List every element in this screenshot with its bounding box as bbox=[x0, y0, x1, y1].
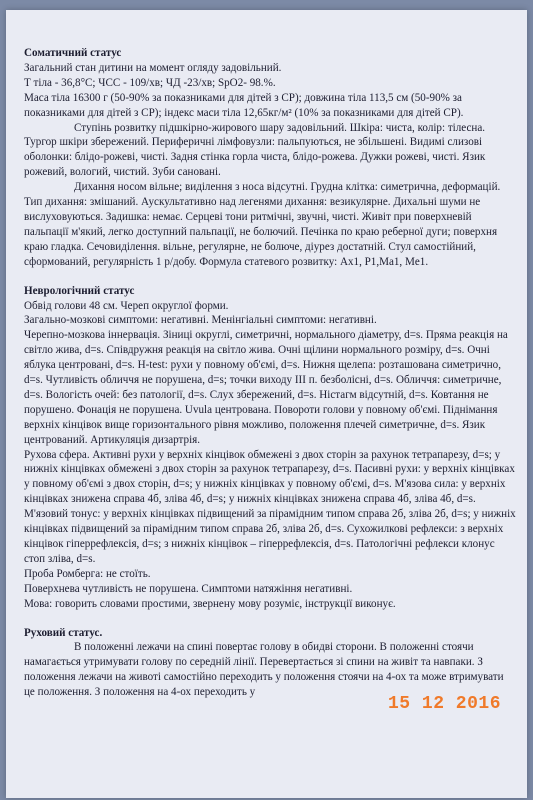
respiratory-abdominal-exam: Дихання носом вільне; виділення з носа відсутні. Грудна клітка: симетрична, деформацій. Тип дихання: змішаний. Аускультативно над легенями дихання: везикулярне. Дихальні шуми не вислуховуються. Задишка: немає. Серцеві тони ритмічні, звучні, чисті. Живіт при поверхневій пальпації м'який, легко доступний пальпації, не болючий. Печінка по краю реберної дуги; поверхня краю гладка. Сечовиділення. вільне, регулярне, не болюче, діурез достатній. Стул самостійний, сформований, регулярність 1 р/добу. Формула статевого розвитку: Ax1, P1,Ma1, Me1. bbox=[24, 181, 501, 268]
section-gap bbox=[24, 270, 517, 284]
date-stamp: 15 12 2016 bbox=[388, 694, 502, 714]
motor-status-title: Руховий статус. bbox=[24, 626, 103, 639]
general-symptoms: Загально-мозкові симптоми: негативні. Менінгіальні симптоми: негативні. bbox=[24, 314, 377, 327]
sensitivity: Поверхнева чутливість не порушена. Симптоми натяжіння негативні. bbox=[24, 582, 353, 595]
vital-signs: Т тіла - 36,8°С; ЧСС - 109/хв; ЧД -23/хв; SpO2- 98.%. bbox=[24, 76, 276, 89]
document-text bbox=[24, 46, 517, 700]
section-gap bbox=[24, 612, 517, 626]
neuro-status-title: Неврологічний статус bbox=[24, 284, 135, 297]
general-condition: Загальний стан дитини на момент огляду задовільний. bbox=[24, 61, 282, 74]
somatic-status-title: Соматичний статус bbox=[24, 47, 122, 59]
cranial-nerves: Черепно-мозкова іннервація. Зіниці округлі, симетричні, нормального діаметру, d=s. Пряма реакція на світло жива, d=s. Співдружня реакція на світло жива. Очні щілини нормального розміру, d=s. Очні яблука центровані, d=s. H-test: рухи у повному об'ємі, d=s. Нижня щелепа: розташована симетрично, d=s. Чутливість обличчя не порушена, d=s; точки виходу ІІІ п. безболісні, d=s. Обличчя: симетричне, d=s. Вологість очей: без патології, d=s. Слух збережений, d=s. Ністагм відсутній, d=s. Ковтання не порушено. Фонація не порушена. Uvula центрована. Повороти голови у повному об'ємі. Піднімання верхніх кінцівок вище горизонтального рівня можливо, положення плечей симетричне, d=s. Язик центрований. Артикуляція дизартрія. bbox=[24, 329, 508, 446]
speech: Мова: говорить словами простими, звернену мову розуміє, інструкції виконує. bbox=[24, 597, 396, 610]
romberg-test: Проба Ромберга: не стоїть. bbox=[24, 567, 151, 580]
motor-sphere: Рухова сфера. Активні рухи у верхніх кінцівок обмежені з двох сторін за рахунок тетрапарезу, d=s; у нижніх кінцівках обмежені з двох сторін за рахунок тетрапарезу, d=s. Пасивні рухи: у верхніх кінцівках у повному об'ємі з двох сторін, d=s; у нижніх кінцівках у повному об'ємі, d=s. М'язова сила: у верхніх кінцівках знижена справа 4б, зліва 4б, d=s; у нижніх кінцівках знижена справа 4б, зліва 4б, d=s. М'язовий тонус: у верхніх кінцівках підвищений за пірамідним типом справа 2б, зліва 2б, d=s; у нижніх кінцівках підвищений за пірамідним типом справа 2б, зліва 2б, d=s. Сухожилкові рефлекси: з верхніх кінцівок гіперрефлексія, d=s; з нижніх кінцівок – гіперрефлексія, d=s. Патологічні рефлекси клонус стоп зліва, d=s. bbox=[24, 448, 516, 565]
document-page bbox=[6, 10, 527, 798]
anthropometry: Маса тіла 16300 г (50-90% за показниками для дітей з СР); довжина тіла 113,5 см (50-90% за показниками для дітей з СР); індекс маси тіла 12,65кг/м² (10% за показниками для дітей СР). bbox=[24, 91, 464, 119]
skin-exam: Ступінь розвитку підшкірно-жирового шару задовільний. Шкіра: чиста, колір: тілесна. Тургор шкіри збережений. Периферичні лімфовузли: пальпуються, не збільшені. Видимі слизові оболонки: блідо-рожеві, чисті. Задня стінка горла чиста, блідо-рожева. Дужки рожеві, чисті. Язик рожевий, вологий, чистий. Зуби сановані. bbox=[24, 121, 486, 179]
motor-status-text: В положенні лежачи на спині повертає голову в обидві сторони. В положенні стоячи намагається утримувати голову по середній лінії. Перевертається зі спини на живіт та навпаки. З положення лежачи на животі самостійно переходить у положення стоячи на 4-ох та може втримувати це положення. З положення на 4-ох переходить у bbox=[24, 641, 504, 699]
head-circumference: Обвід голови 48 см. Череп округлої форми. bbox=[24, 299, 229, 312]
